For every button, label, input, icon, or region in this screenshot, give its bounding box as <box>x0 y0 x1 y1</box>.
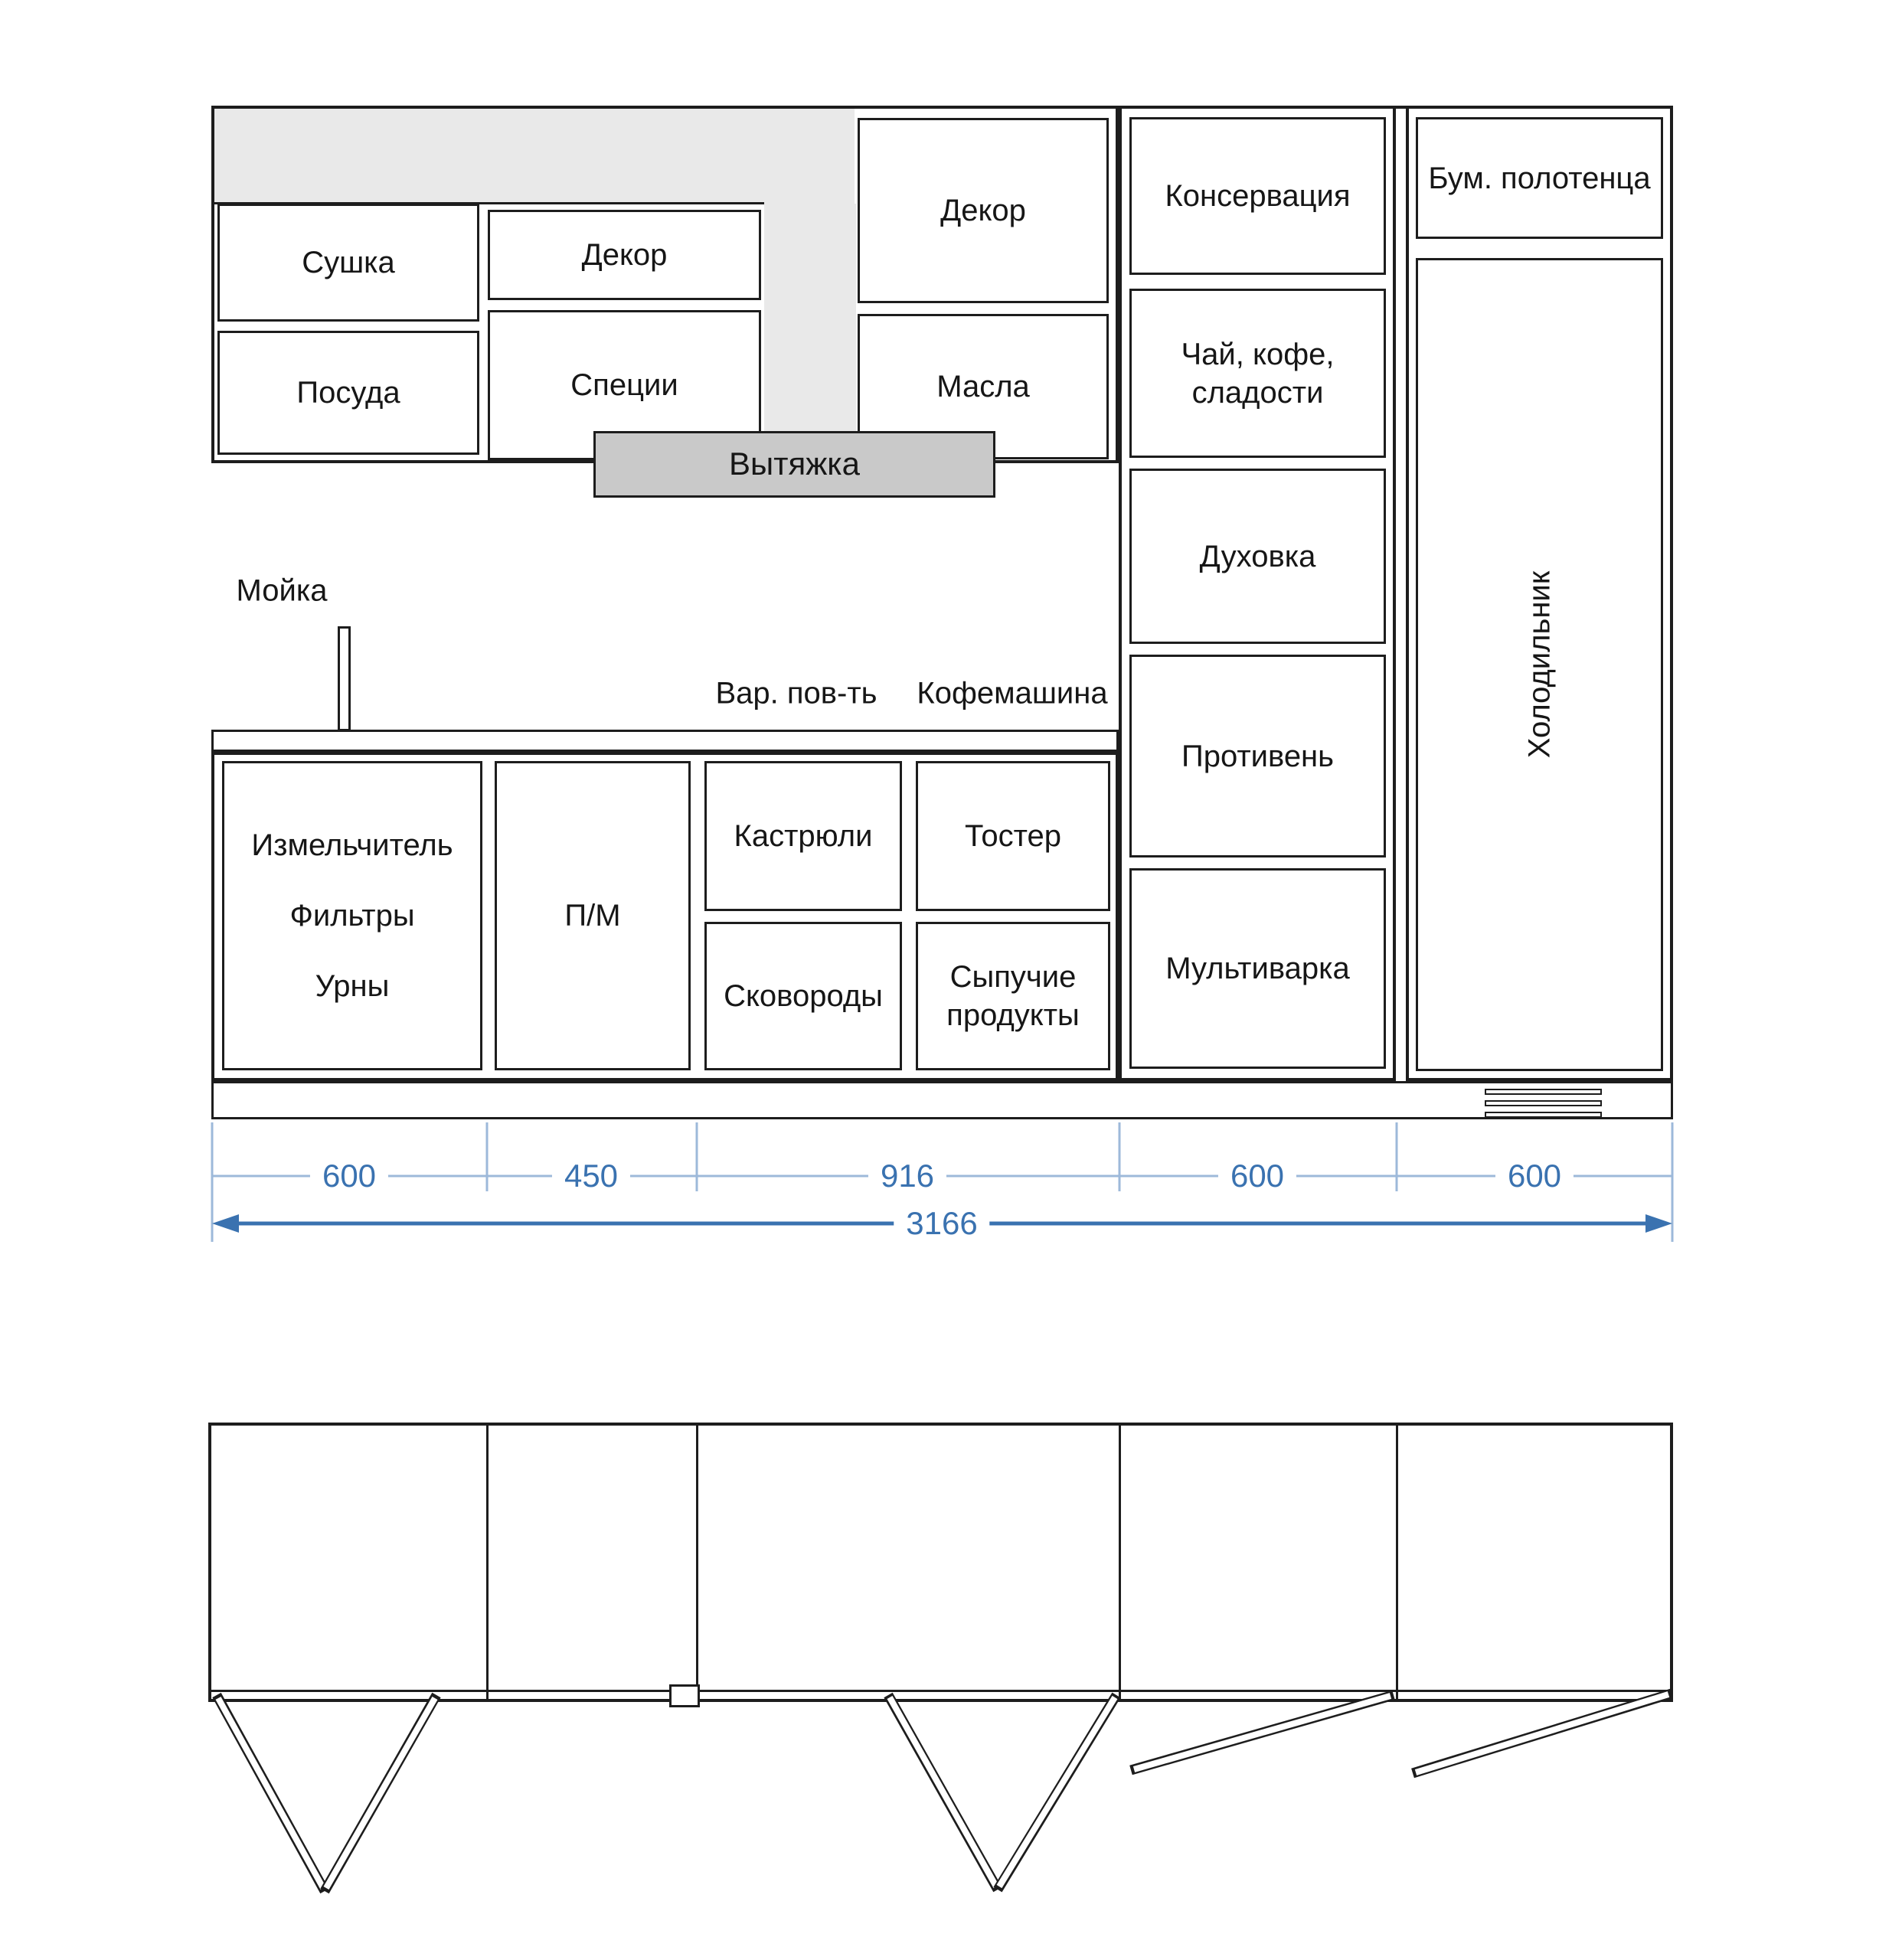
cabinet-label: Чай, кофе, сладости <box>1181 337 1335 410</box>
dim-600-a: 600 <box>310 1158 388 1194</box>
sink-label: Мойка <box>236 573 328 608</box>
cabinet-konservatsiya <box>1129 117 1386 275</box>
plan-front-edge-line <box>208 1690 1673 1692</box>
cabinet-sypuchie <box>916 922 1110 1070</box>
cabinet-label: Тостер <box>965 819 1061 853</box>
cabinet-label: Сыпучие продукты <box>946 960 1080 1032</box>
cabinet-label: Декор <box>581 238 668 272</box>
dim-total-3166: 3166 <box>894 1205 989 1242</box>
cabinet-kholodilnik <box>1416 258 1663 1071</box>
cabinet-sushka <box>217 204 479 322</box>
cabinet-label: Декор <box>940 194 1026 227</box>
plan-divider <box>1119 1423 1121 1702</box>
cabinet-kastryuli <box>704 761 902 911</box>
vent-grille-slat <box>1485 1089 1602 1095</box>
vent-grille-slat <box>1485 1112 1602 1118</box>
faucet <box>338 626 351 731</box>
cabinet-label: Урны <box>315 969 390 1003</box>
cabinet-label: Кастрюли <box>734 819 873 853</box>
cabinet-label: Масла <box>936 370 1030 403</box>
cabinet-dekor-left <box>488 210 761 300</box>
cabinet-label: Сковороды <box>724 979 883 1013</box>
cabinet-label: П/М <box>564 899 621 933</box>
cabinet-pm-dishwasher <box>495 761 691 1070</box>
vent-grille-slat <box>1485 1100 1602 1106</box>
cabinet-label: Вытяжка <box>729 446 860 482</box>
dim-600-b: 600 <box>1218 1158 1296 1194</box>
dim-916: 916 <box>868 1158 946 1194</box>
plan-view-outline <box>208 1423 1673 1702</box>
cabinet-vytyazhka <box>593 431 995 498</box>
cabinet-label: Посуда <box>296 376 400 410</box>
dim-600-c: 600 <box>1495 1158 1574 1194</box>
cabinet-label: Бум. полотенца <box>1428 161 1651 195</box>
cabinet-izmelchitel-filtry-urny <box>222 761 482 1070</box>
arrow-right-icon <box>1645 1214 1672 1233</box>
arrow-left-icon <box>212 1214 239 1233</box>
plan-divider <box>1396 1423 1398 1702</box>
plan-divider <box>696 1423 698 1702</box>
cabinet-label: Мультиварка <box>1165 952 1350 985</box>
cabinet-label: Консервация <box>1165 179 1351 213</box>
cabinet-label: Сушка <box>302 246 395 279</box>
dim-450: 450 <box>552 1158 630 1194</box>
countertop <box>211 730 1119 752</box>
cabinet-multivarka <box>1129 868 1386 1069</box>
cabinet-posuda <box>217 331 479 455</box>
plan-end-panel <box>669 1684 700 1707</box>
cabinet-label: Противень <box>1181 739 1334 773</box>
cabinet-bum-polotentsa <box>1416 117 1663 239</box>
cabinet-toster <box>916 761 1110 911</box>
cooktop-label: Вар. пов-ть <box>715 676 877 710</box>
plan-divider <box>486 1423 489 1702</box>
plinth <box>211 1081 1673 1119</box>
cabinet-chay-kofe <box>1129 289 1386 458</box>
coffee-machine-label: Кофемашина <box>917 676 1108 710</box>
cabinet-label: Специи <box>570 368 678 402</box>
cabinet-dekor-mid <box>858 118 1109 303</box>
cabinet-label-vertical: Холодильник <box>1522 570 1557 759</box>
cabinet-protiven <box>1129 655 1386 858</box>
cabinet-label: Духовка <box>1199 539 1316 573</box>
cabinet-skovorody <box>704 922 902 1070</box>
cabinet-label: Измельчитель <box>251 828 453 862</box>
cabinet-dukhovka <box>1129 469 1386 644</box>
cabinet-label: Фильтры <box>289 899 415 933</box>
